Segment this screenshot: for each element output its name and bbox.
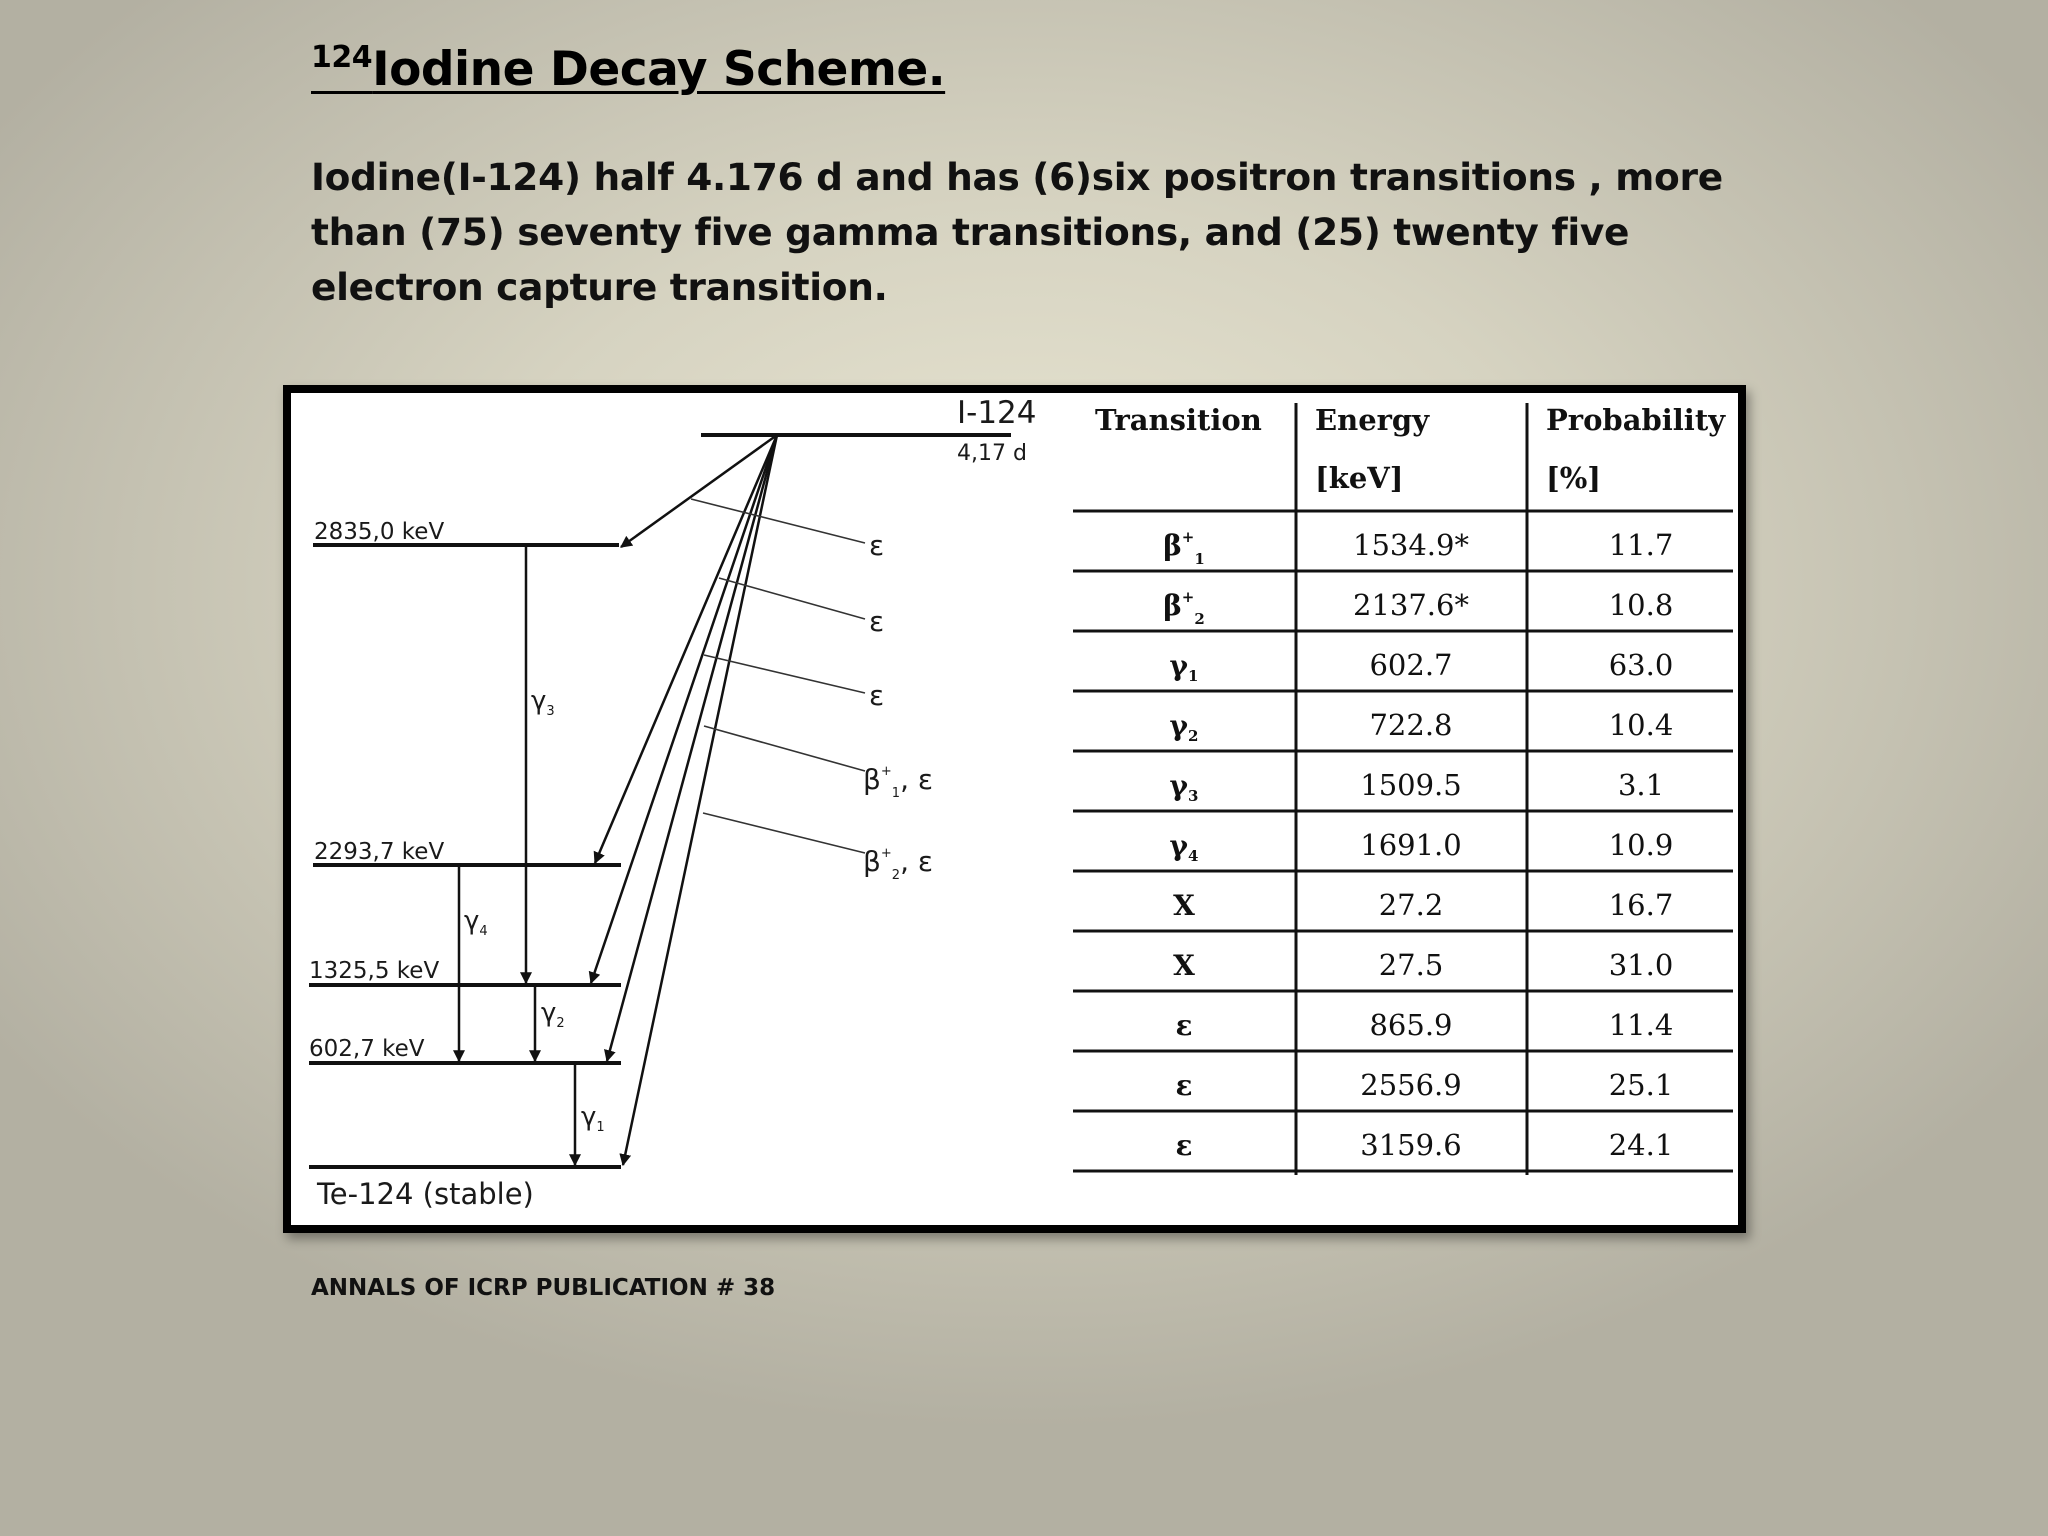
table-cell-probability: 3.1 bbox=[1617, 768, 1665, 802]
transition-symbol: X bbox=[1173, 889, 1195, 922]
gamma1-label bbox=[581, 1102, 605, 1135]
branch-arrow-ground bbox=[623, 435, 777, 1165]
branch-arrow-1325 bbox=[591, 435, 777, 983]
table-cell-energy: 602.7 bbox=[1369, 648, 1453, 682]
branch-label-eps-2: ε bbox=[869, 605, 885, 638]
table-cell-energy: 27.2 bbox=[1378, 888, 1444, 922]
gamma3-subscript: 3 bbox=[546, 704, 555, 719]
decay-scheme-svg bbox=[291, 393, 1738, 1225]
branch-label-beta2 bbox=[863, 845, 933, 883]
transition-subscript: 1 bbox=[1194, 550, 1205, 568]
intro-paragraph: Iodine(I-124) half 4.176 d and has (6)six positron transitions , more than (75) seventy five gamma transitions, and (25) twenty five electron capture transition. bbox=[311, 155, 1723, 309]
level-label-2293: 2293,7 keV bbox=[314, 839, 445, 865]
table-cell-probability: 10.8 bbox=[1608, 588, 1674, 622]
transition-symbol: γ bbox=[1169, 709, 1189, 742]
slide-title bbox=[311, 40, 945, 97]
table-cell-probability: 31.0 bbox=[1608, 948, 1674, 982]
table-header-energy: Energy bbox=[1315, 403, 1430, 437]
gamma4-symbol: γ bbox=[464, 906, 480, 936]
table-cell-probability: 63.0 bbox=[1608, 648, 1674, 682]
table-cell-probability: 10.4 bbox=[1608, 708, 1674, 742]
table-cell-energy: 2556.9 bbox=[1360, 1068, 1462, 1102]
table-cell-energy: 3159.6 bbox=[1360, 1128, 1462, 1162]
transition-subscript: 3 bbox=[1188, 787, 1199, 805]
table-unit-probability: [%] bbox=[1546, 461, 1601, 495]
gamma2-label bbox=[541, 998, 565, 1031]
table-cell-transition bbox=[1170, 709, 1199, 745]
table-cell-energy: 2137.6* bbox=[1353, 588, 1469, 622]
transition-symbol: ε bbox=[1175, 1129, 1193, 1162]
transition-symbol: β bbox=[1163, 589, 1182, 622]
table-cell-energy: 1534.9* bbox=[1353, 528, 1469, 562]
table-body bbox=[1073, 511, 1733, 1171]
table-cell-transition bbox=[1170, 649, 1199, 685]
table-cell-transition bbox=[1173, 949, 1195, 982]
transition-symbol: γ bbox=[1169, 829, 1189, 862]
branch-beta1-sup: + bbox=[880, 764, 892, 779]
title-mass-number: 124 bbox=[311, 40, 373, 75]
title-text: Iodine Decay Scheme. bbox=[372, 42, 946, 97]
decay-scheme-figure bbox=[283, 385, 1746, 1233]
transition-symbol: γ bbox=[1169, 649, 1189, 682]
table-cell-energy: 722.8 bbox=[1369, 708, 1453, 742]
gamma3-label bbox=[531, 686, 555, 719]
table-cell-transition bbox=[1170, 769, 1199, 805]
branch-beta2-sub: 2 bbox=[891, 868, 901, 883]
gamma1-subscript: 1 bbox=[596, 1120, 605, 1135]
transition-symbol: ε bbox=[1175, 1009, 1193, 1042]
level-label-2835: 2835,0 keV bbox=[314, 519, 445, 545]
gamma4-subscript: 4 bbox=[479, 924, 488, 939]
level-label-602: 602,7 keV bbox=[309, 1036, 425, 1062]
branch-label-eps-1: ε bbox=[869, 529, 885, 562]
branch-beta2-symbol: β bbox=[863, 845, 881, 878]
parent-halflife-label: 4,17 d bbox=[957, 441, 1027, 466]
source-citation: ANNALS OF ICRP PUBLICATION # 38 bbox=[311, 1275, 776, 1301]
branch-beta2-suffix: , ε bbox=[900, 845, 933, 878]
level-label-1325: 1325,5 keV bbox=[309, 958, 440, 984]
table-cell-transition bbox=[1163, 588, 1205, 628]
gamma2-subscript: 2 bbox=[556, 1016, 565, 1031]
table-header-transition: Transition bbox=[1095, 403, 1262, 437]
table-cell-transition bbox=[1175, 1069, 1192, 1102]
branch-arrow-602 bbox=[607, 435, 777, 1061]
table-cell-probability: 24.1 bbox=[1608, 1128, 1674, 1162]
leader-line-2 bbox=[719, 578, 865, 619]
table-unit-energy: [keV] bbox=[1315, 461, 1404, 495]
branch-beta1-sub: 1 bbox=[891, 786, 901, 801]
table-cell-transition bbox=[1163, 528, 1205, 568]
transition-superscript: + bbox=[1181, 528, 1195, 546]
transition-subscript: 4 bbox=[1188, 847, 1199, 865]
table-cell-probability: 11.4 bbox=[1608, 1008, 1674, 1042]
leader-line-3 bbox=[704, 655, 865, 693]
branch-beta1-suffix: , ε bbox=[900, 763, 933, 796]
branch-label-beta1 bbox=[863, 763, 933, 801]
leader-line-4 bbox=[704, 726, 865, 771]
transition-symbol: X bbox=[1173, 949, 1195, 982]
table-cell-probability: 25.1 bbox=[1608, 1068, 1674, 1102]
table-cell-transition bbox=[1170, 829, 1199, 865]
daughter-label: Te-124 (stable) bbox=[317, 1177, 534, 1211]
branch-beta1-symbol: β bbox=[863, 763, 881, 796]
table-cell-energy: 1691.0 bbox=[1360, 828, 1462, 862]
branch-beta2-sup: + bbox=[880, 846, 892, 861]
table-cell-transition bbox=[1173, 889, 1195, 922]
transition-superscript: + bbox=[1181, 588, 1195, 606]
transition-table bbox=[1073, 403, 1733, 1175]
table-cell-transition bbox=[1175, 1129, 1192, 1162]
table-cell-probability: 16.7 bbox=[1608, 888, 1674, 922]
table-cell-energy: 27.5 bbox=[1378, 948, 1444, 982]
table-cell-probability: 11.7 bbox=[1608, 528, 1674, 562]
table-cell-probability: 10.9 bbox=[1608, 828, 1674, 862]
transition-subscript: 2 bbox=[1188, 727, 1199, 745]
gamma1-symbol: γ bbox=[581, 1102, 597, 1132]
transition-symbol: γ bbox=[1169, 769, 1189, 802]
table-cell-energy: 865.9 bbox=[1369, 1008, 1453, 1042]
table-header-probability: Probability bbox=[1546, 403, 1726, 437]
table-cell-transition bbox=[1175, 1009, 1192, 1042]
gamma2-symbol: γ bbox=[541, 998, 557, 1028]
parent-nuclide-label: I-124 bbox=[957, 395, 1037, 431]
transition-symbol: β bbox=[1163, 529, 1182, 562]
transition-symbol: ε bbox=[1175, 1069, 1193, 1102]
gamma4-label bbox=[464, 906, 488, 939]
branch-label-eps-3: ε bbox=[869, 679, 885, 712]
transition-subscript: 2 bbox=[1194, 610, 1205, 628]
transition-subscript: 1 bbox=[1188, 667, 1199, 685]
leader-line-1 bbox=[691, 499, 865, 543]
leader-line-5 bbox=[703, 813, 865, 853]
table-cell-energy: 1509.5 bbox=[1360, 768, 1462, 802]
gamma3-symbol: γ bbox=[531, 686, 547, 716]
